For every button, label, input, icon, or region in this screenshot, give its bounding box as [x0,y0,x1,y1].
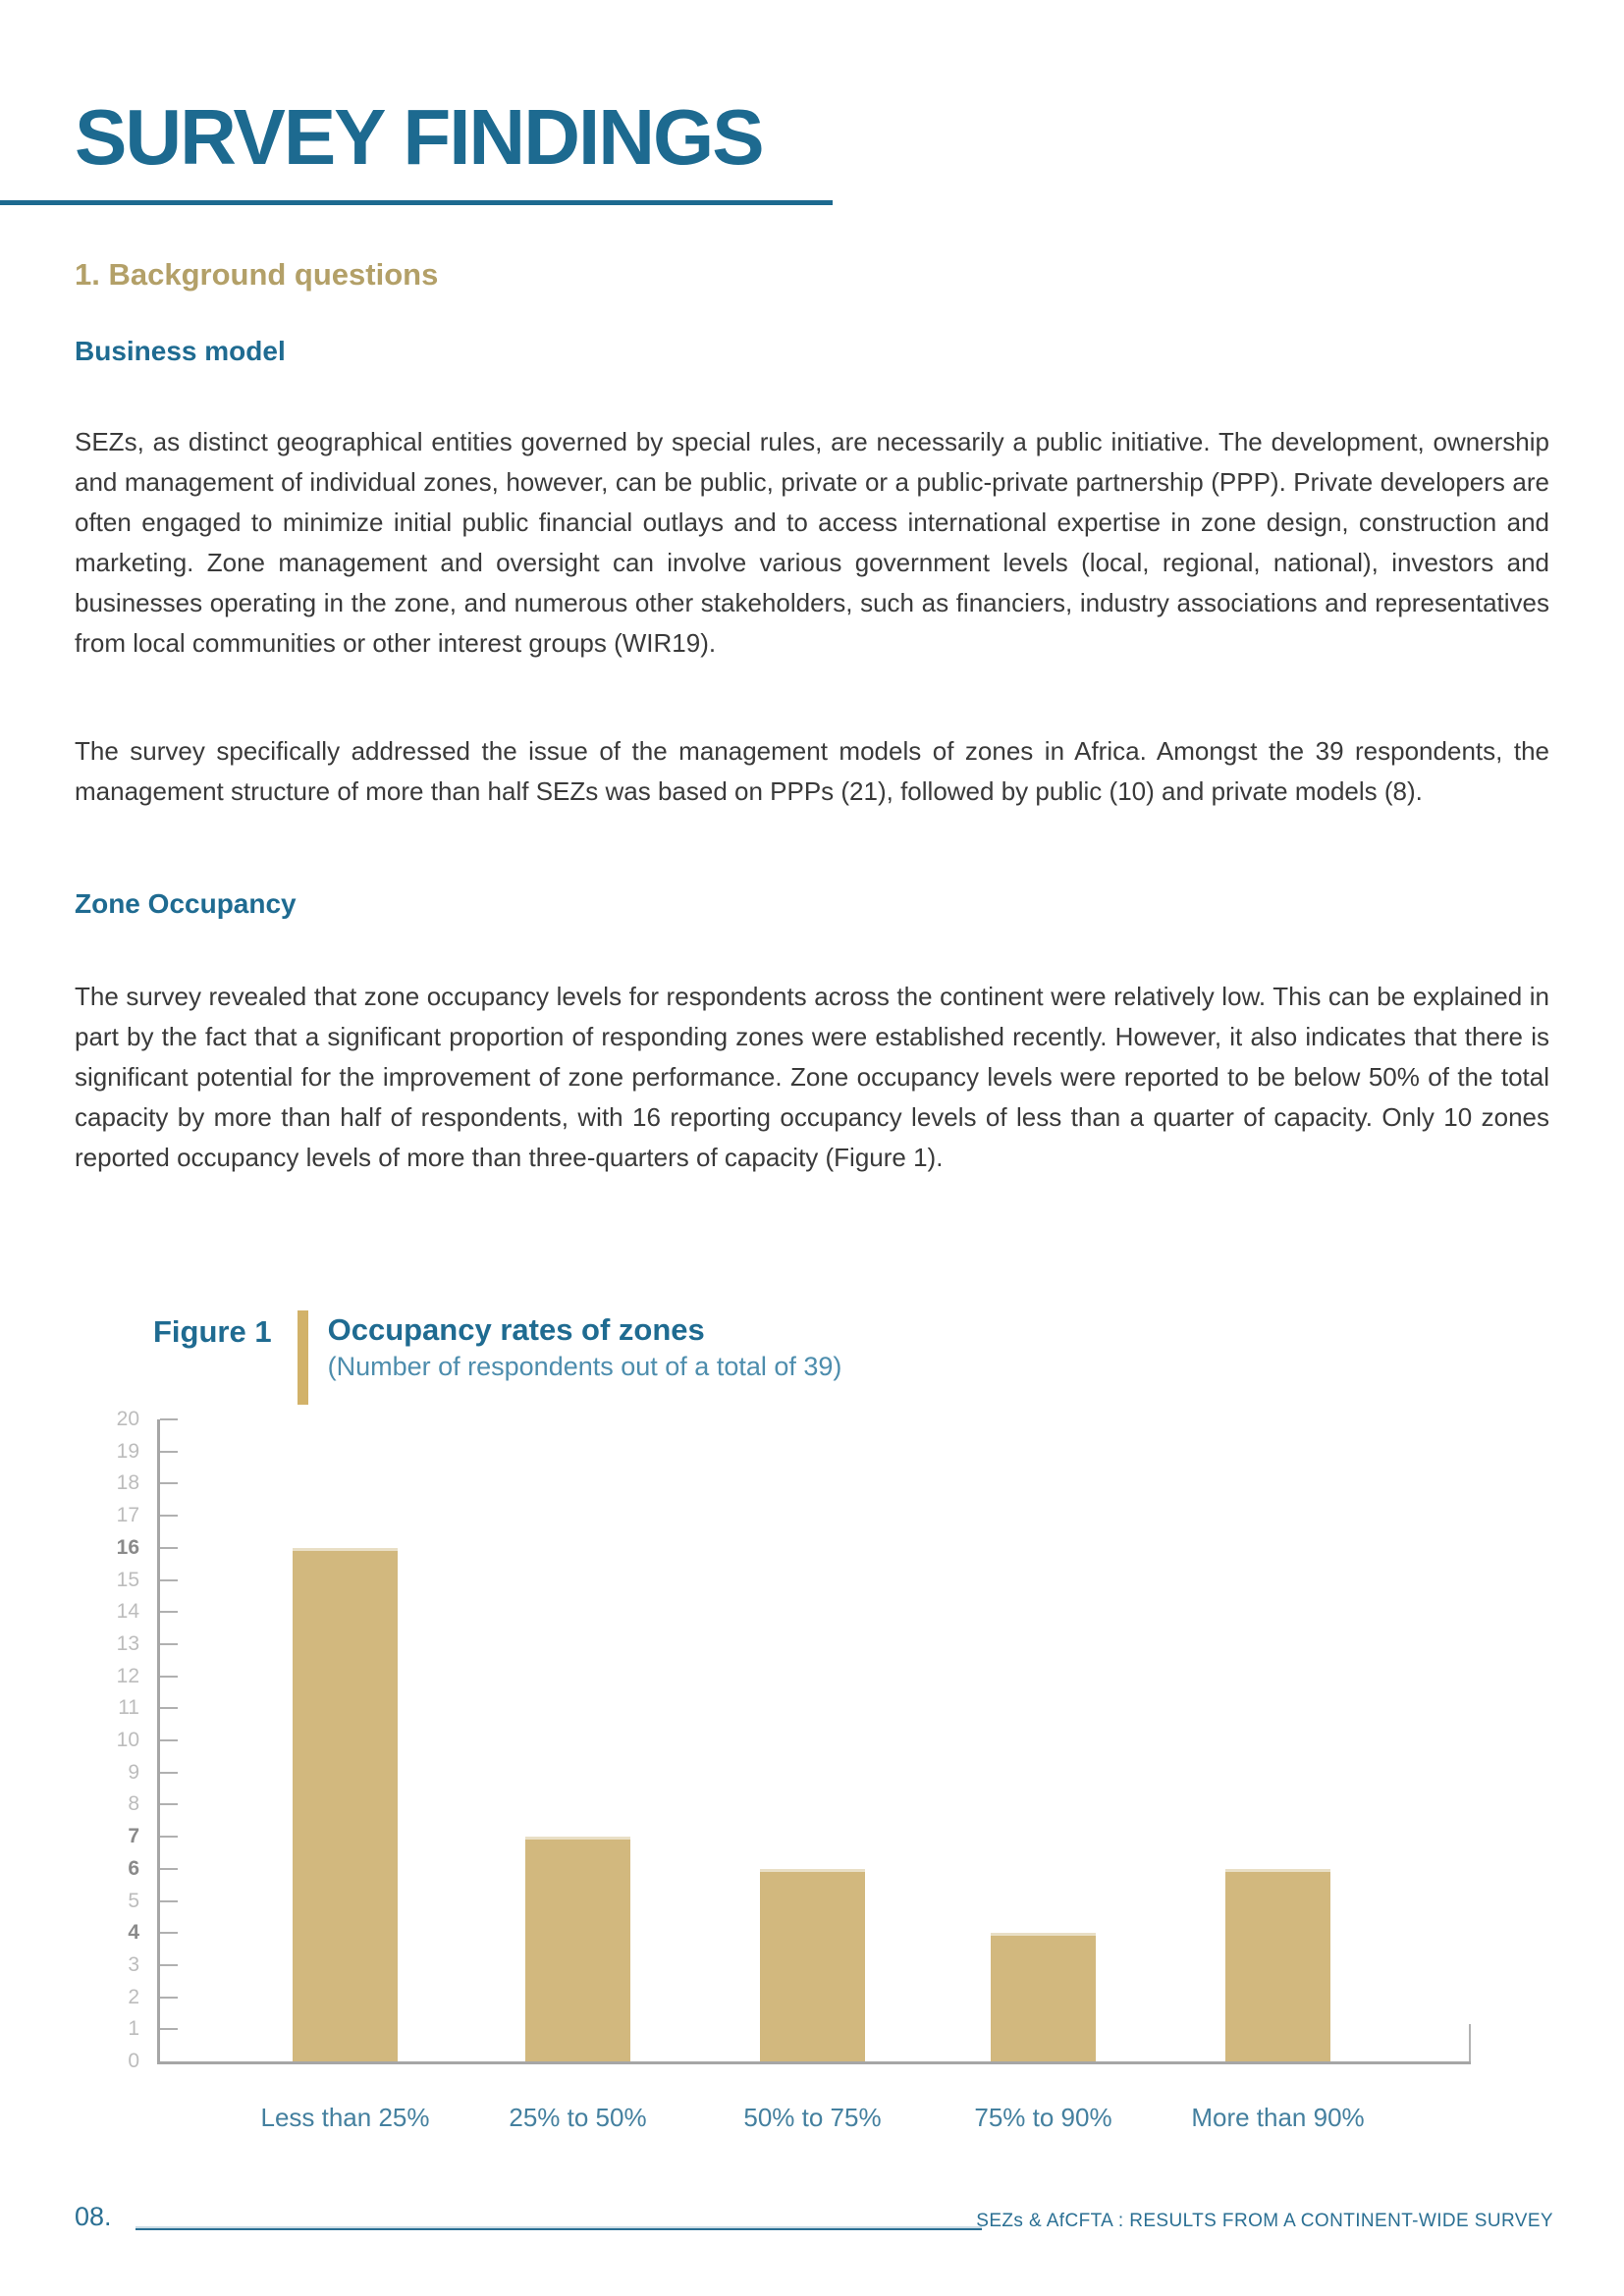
y-tick-label: 17 [116,1504,139,1527]
footer-text: SEZs & AfCFTA : RESULTS FROM A CONTINENT-WIDE SURVEY [976,2211,1553,2231]
y-tick-mark [160,2028,178,2030]
zone-occupancy-paragraph: The survey revealed that zone occupancy levels for respondents across the continent were relatively low. This can be explained in part by the fact that a significant proportion of responding zones were established recently. However, it also indicates that there is significant potential for the improvement of zone performance. Zone occupancy levels were reported to be below 50% of the total capacity by more than half of respondents, with 16 reporting occupancy levels of less than a quarter of capacity. Only 10 zones reported occupancy levels of more than three-quarters of capacity (Figure 1). [75,982,1549,1172]
y-tick-label: 1 [128,2017,139,2041]
y-tick-label: 4 [128,1921,139,1945]
y-tick-label: 12 [116,1664,139,1687]
y-tick-mark [160,1482,178,1484]
y-tick-mark [160,1643,178,1645]
business-model-paragraph-1: SEZs, as distinct geographical entities governed by special rules, are necessarily a public initiative. The development, ownership and management of individual zones, however, can be public, private or a public-private partnership (PPP). Private developers are often engaged to minimize initial public financial outlays and to access international expertise in zone design, construction and marketing. Zone management and oversight can involve various government levels (local, regional, national), investors and businesses operating in the zone, and numerous other stakeholders, such as financiers, industry associations and representatives from local communities or other interest groups (WIR19). [75,427,1549,658]
y-tick-label: 19 [116,1439,139,1463]
x-category-label: 75% to 90% [974,2103,1112,2132]
business-model-heading: Business model [75,336,286,366]
occupancy-bar-chart [75,1379,1547,2174]
y-tick-label: 14 [116,1600,139,1624]
footer-rule [135,2228,982,2230]
x-axis-end-stub [1469,2024,1471,2061]
y-tick-mark [160,1515,178,1517]
y-tick-mark [160,1676,178,1678]
figure-label: Figure 1 [153,1314,272,1349]
x-category-label: Less than 25% [260,2103,430,2132]
figure-subtitle: (Number of respondents out of a total of 39) [327,1352,842,1381]
y-tick-label: 9 [128,1760,139,1784]
chart-bar [991,1933,1096,2061]
x-category-label: More than 90% [1191,2103,1365,2132]
y-tick-mark [160,1611,178,1613]
y-tick-mark [160,1739,178,1741]
y-tick-mark [160,1964,178,1966]
y-tick-label: 16 [116,1535,139,1559]
y-tick-mark [160,1707,178,1709]
business-model-paragraph-2: The survey specifically addressed the issue of the management models of zones in Africa. Amongst the 39 respondents, the management structure of more than half SEZs was based on PPPs (21), followed by public (10) and private models (8). [75,736,1549,806]
chart-bar [525,1837,630,2061]
y-tick-label: 11 [118,1696,139,1720]
y-tick-mark [160,1451,178,1453]
y-tick-mark [160,1932,178,1934]
y-tick-label: 7 [128,1825,139,1848]
chart-bar [293,1548,398,2061]
y-tick-mark [160,1900,178,1902]
y-tick-mark [160,1868,178,1870]
y-tick-label: 10 [116,1729,139,1751]
y-tick-mark [160,1418,178,1420]
y-tick-mark [160,1836,178,1838]
title-underline [0,200,833,205]
y-tick-mark [160,1997,178,1999]
figure-title: Occupancy rates of zones [327,1312,705,1347]
y-tick-label: 0 [128,2050,139,2072]
page-title: SURVEY FINDINGS [75,93,763,181]
zone-occupancy-heading: Zone Occupancy [75,888,297,919]
x-category-label: 25% to 50% [509,2103,647,2132]
y-tick-mark [160,1803,178,1805]
y-tick-label: 18 [116,1471,139,1495]
y-tick-mark [160,1772,178,1774]
y-tick-label: 5 [128,1889,139,1912]
chart-bar [760,1869,865,2061]
x-category-label: 50% to 75% [743,2103,882,2132]
y-tick-label: 15 [116,1568,139,1591]
page-number: 08. [75,2202,112,2231]
y-tick-label: 6 [128,1856,139,1880]
y-tick-label: 20 [116,1408,139,1430]
x-axis-line [157,2061,1471,2064]
y-tick-label: 13 [116,1631,139,1655]
y-tick-mark [160,1547,178,1549]
y-tick-label: 3 [128,1952,139,1976]
y-tick-label: 2 [128,1985,139,2008]
y-tick-label: 8 [128,1792,139,1816]
section-heading: 1. Background questions [75,257,439,292]
y-tick-mark [160,1579,178,1581]
chart-bar [1225,1869,1330,2061]
